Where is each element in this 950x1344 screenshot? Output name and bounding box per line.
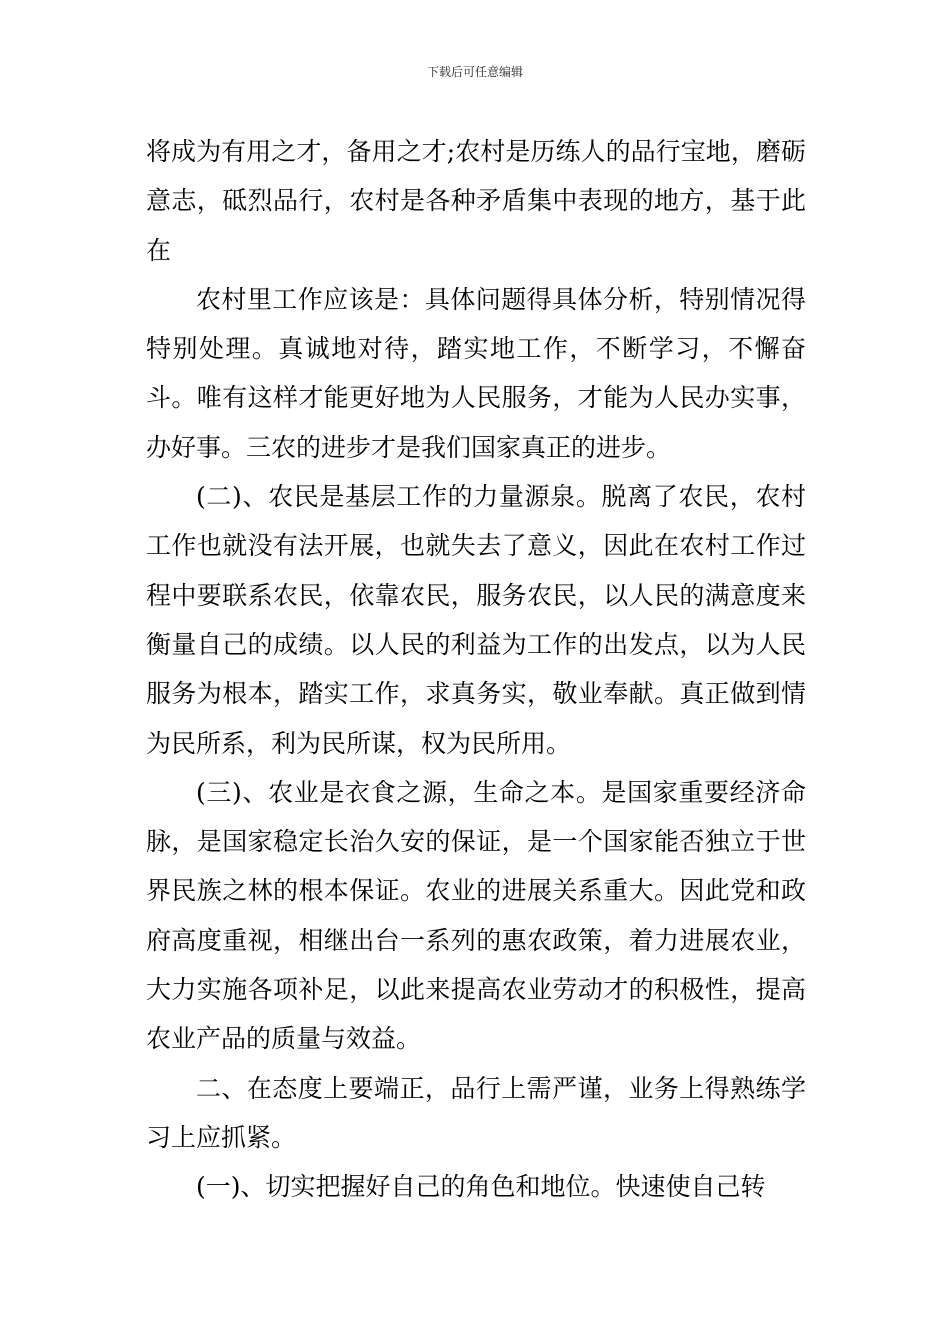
paragraph-3: (二)、农民是基层工作的力量源泉。脱离了农民，农村工作也就没有法开展，也就失去了意义，因此在农村工作过程中要联系农民，依靠农民，服务农民，以人民的满意度来衡量自己的成绩。以人民的利益为工作的出发点，以为人民服务为根本，踏实工作，求真务实，敬业奉献。真正做到情为民所系，利为民所谋，权为民所用。 bbox=[146, 482, 806, 758]
paragraph-1: 将成为有用之才，备用之才;农村是历练人的品行宝地，磨砺意志，砥烈品行，农村是各种矛盾集中表现的地方，基于此在 bbox=[146, 137, 806, 265]
paragraph-2: 农村里工作应该是：具体问题得具体分析，特别情况得特别处理。真诚地对待，踏实地工作，不断学习，不懈奋斗。唯有这样才能更好地为人民服务，才能为人民办实事，办好事。三农的进步才是我们国家真正的进步。 bbox=[146, 284, 806, 462]
page-header: 下载后可任意编辑 bbox=[426, 65, 523, 79]
body-text bbox=[146, 127, 806, 1212]
paragraph-6: (一)、切实把握好自己的角色和地位。快速使自己转 bbox=[196, 1172, 766, 1202]
paragraph-5: 二、在态度上要端正，品行上需严谨，业务上得熟练学习上应抓紧。 bbox=[146, 1073, 806, 1152]
paragraph-4: (三)、农业是衣食之源，生命之本。是国家重要经济命脉，是国家稳定长治久安的保证，是一个国家能否独立于世界民族之林的根本保证。农业的进展关系重大。因此党和政府高度重视，相继出台一系列的惠农政策，着力进展农业，大力实施各项补足，以此来提高农业劳动才的积极性，提高农业产品的质量与效益。 bbox=[146, 777, 806, 1054]
